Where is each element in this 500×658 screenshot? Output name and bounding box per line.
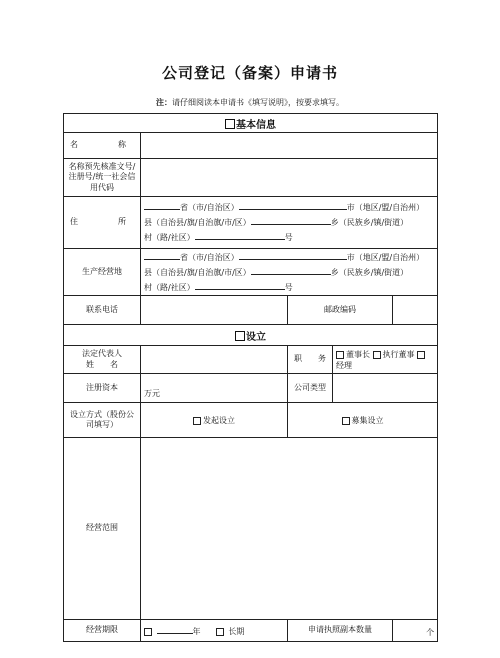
company-type-label: 公司类型: [288, 374, 333, 403]
postcode-field[interactable]: [393, 296, 438, 325]
precheck-number-label: 名称预先核准文号/注册号/统一社会信用代码: [64, 159, 141, 197]
checkbox-icon: [225, 119, 235, 129]
position-option-manager[interactable]: 经理: [336, 350, 427, 370]
domicile-label: 住 所: [64, 197, 141, 249]
phone-label: 联系电话: [64, 296, 141, 325]
fill-note: [0, 97, 500, 108]
position-label: 职 务: [288, 346, 333, 374]
legal-rep-label: 法定代表人 姓 名: [64, 346, 141, 374]
company-type-field[interactable]: [333, 374, 438, 403]
method-option-subscription[interactable]: 募集设立: [288, 403, 438, 438]
method-option-promotion[interactable]: 发起设立: [141, 403, 288, 438]
business-scope-label: 经营范围: [64, 438, 141, 620]
company-name-field[interactable]: [141, 133, 438, 159]
section-basic-info: 基本信息: [64, 114, 438, 133]
capital-label: 注册资本: [64, 374, 141, 403]
application-form: [63, 113, 438, 642]
business-scope-field[interactable]: [141, 438, 438, 620]
precheck-number-field[interactable]: [141, 159, 438, 197]
section-establish: 设立: [64, 325, 438, 346]
phone-field[interactable]: [141, 296, 288, 325]
company-name-label: 名 称: [64, 133, 141, 159]
position-option-executive-director[interactable]: 执行董事: [373, 350, 415, 359]
capital-field[interactable]: [141, 374, 288, 403]
checkbox-icon: [235, 331, 245, 341]
license-copies-label: 申请执照副本数量: [288, 620, 393, 642]
establish-method-label: 设立方式（股份公司填写）: [64, 403, 141, 438]
license-copies-unit: 个: [426, 628, 435, 637]
term-label: 经营期限: [64, 620, 141, 642]
position-option-chairman[interactable]: 董事长: [336, 350, 370, 359]
page-title: 公司登记（备案）申请书: [161, 64, 338, 82]
note-label: 注：: [156, 97, 172, 107]
business-place-label: 生产经营地: [64, 249, 141, 296]
domicile-address-field[interactable]: 省（市/自治区） 市（地区/盟/自治州） 县（自治县/旗/自治旗/市/区） 乡（民族乡/镇/街道） 村（路/社区） 号: [141, 197, 438, 249]
term-options: [141, 620, 288, 642]
position-options: [333, 346, 438, 374]
business-place-address-field[interactable]: 省（市/自治区） 市（地区/盟/自治州） 县（自治县/旗/自治旗/市/区） 乡（民族乡/镇/街道） 村（路/社区） 号: [141, 249, 438, 296]
capital-unit: 万元: [144, 389, 160, 398]
postcode-label: 邮政编码: [288, 296, 393, 325]
note-text: 请仔细阅读本申请书《填写说明》，按要求填写。: [172, 98, 344, 107]
legal-rep-field[interactable]: [141, 346, 288, 374]
term-option-long[interactable]: 长期: [216, 627, 245, 636]
term-option-years[interactable]: 年: [144, 627, 201, 636]
license-copies-field[interactable]: [393, 620, 438, 642]
